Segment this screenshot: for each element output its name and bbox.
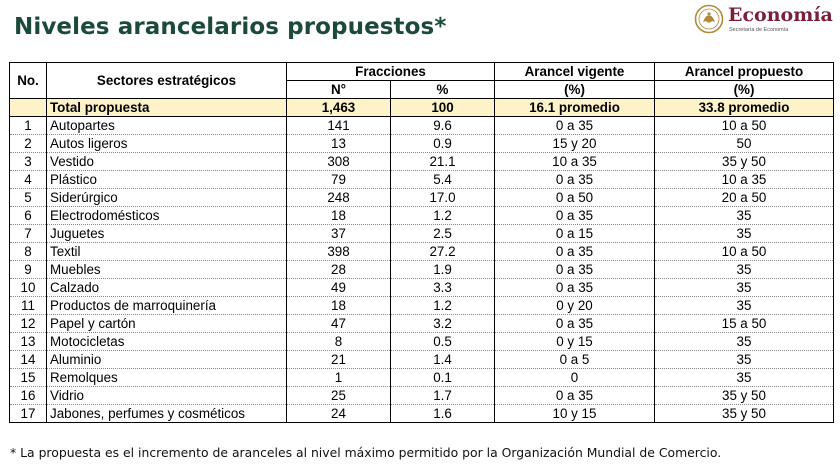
row-no: 17: [10, 405, 47, 423]
row-pct: 9.6: [391, 117, 495, 135]
row-vigente: 0 a 5: [495, 351, 655, 369]
table-row: [10, 369, 834, 387]
row-sector: Muebles: [47, 261, 287, 279]
row-pct: 3.2: [391, 315, 495, 333]
header-propuesto: Arancel propuesto: [655, 63, 834, 81]
row-pct: 1.7: [391, 387, 495, 405]
row-propuesto: 35 y 50: [655, 405, 834, 423]
row-sector: Autopartes: [47, 117, 287, 135]
row-n: 1: [287, 369, 391, 387]
header-propuesto-unit: (%): [655, 81, 834, 99]
row-sector: Aluminio: [47, 351, 287, 369]
page-title: Niveles arancelarios propuestos*: [14, 14, 447, 40]
table-row: [10, 225, 834, 243]
row-propuesto: 10 a 50: [655, 117, 834, 135]
row-n: 21: [287, 351, 391, 369]
row-no: 7: [10, 225, 47, 243]
row-no: 11: [10, 297, 47, 315]
row-no: 9: [10, 261, 47, 279]
header-n: N°: [287, 81, 391, 99]
total-vigente: 16.1 promedio: [495, 99, 655, 117]
row-pct: 0.5: [391, 333, 495, 351]
total-no: [10, 99, 47, 117]
row-propuesto: 35: [655, 333, 834, 351]
row-propuesto: 35: [655, 369, 834, 387]
row-vigente: 0 a 15: [495, 225, 655, 243]
header-vigente: Arancel vigente: [495, 63, 655, 81]
row-no: 5: [10, 189, 47, 207]
row-pct: 1.9: [391, 261, 495, 279]
row-propuesto: 10 a 35: [655, 171, 834, 189]
row-vigente: 0 a 35: [495, 243, 655, 261]
row-vigente: 0 a 35: [495, 261, 655, 279]
row-pct: 3.3: [391, 279, 495, 297]
table-row: [10, 135, 834, 153]
row-vigente: 0 a 50: [495, 189, 655, 207]
row-vigente: 0 a 35: [495, 207, 655, 225]
row-propuesto: 35: [655, 351, 834, 369]
row-sector: Electrodomésticos: [47, 207, 287, 225]
table-row: [10, 315, 834, 333]
row-sector: Plástico: [47, 171, 287, 189]
row-pct: 1.4: [391, 351, 495, 369]
row-vigente: 10 a 35: [495, 153, 655, 171]
row-n: 8: [287, 333, 391, 351]
logo-subtitle: Secretaría de Economía: [729, 27, 789, 33]
row-no: 10: [10, 279, 47, 297]
header-no: No.: [10, 63, 47, 99]
table-row: [10, 387, 834, 405]
row-propuesto: 50: [655, 135, 834, 153]
row-propuesto: 35: [655, 207, 834, 225]
row-propuesto: 35 y 50: [655, 153, 834, 171]
row-vigente: 0 a 35: [495, 387, 655, 405]
row-n: 248: [287, 189, 391, 207]
row-n: 28: [287, 261, 391, 279]
row-sector: Calzado: [47, 279, 287, 297]
row-n: 308: [287, 153, 391, 171]
footnote: * La propuesta es el incremento de aranceles al nivel máximo permitido por la Organización Mundial de Comercio.: [10, 445, 722, 460]
row-vigente: 15 y 20: [495, 135, 655, 153]
table-row: [10, 405, 834, 423]
row-sector: Motocicletas: [47, 333, 287, 351]
row-pct: 27.2: [391, 243, 495, 261]
logo-brand: Economía: [728, 4, 833, 26]
row-n: 79: [287, 171, 391, 189]
row-vigente: 0 a 35: [495, 117, 655, 135]
row-sector: Productos de marroquinería: [47, 297, 287, 315]
header-sector: Sectores estratégicos: [47, 63, 287, 99]
row-propuesto: 35: [655, 225, 834, 243]
row-propuesto: 35 y 50: [655, 387, 834, 405]
row-no: 16: [10, 387, 47, 405]
row-n: 141: [287, 117, 391, 135]
row-sector: Vidrio: [47, 387, 287, 405]
row-no: 3: [10, 153, 47, 171]
row-pct: 1.2: [391, 297, 495, 315]
row-no: 12: [10, 315, 47, 333]
row-sector: Autos ligeros: [47, 135, 287, 153]
row-sector: Papel y cartón: [47, 315, 287, 333]
row-sector: Juguetes: [47, 225, 287, 243]
eagle-seal-icon: [694, 4, 724, 34]
row-no: 15: [10, 369, 47, 387]
table-row: [10, 243, 834, 261]
row-no: 8: [10, 243, 47, 261]
row-propuesto: 15 a 50: [655, 315, 834, 333]
row-pct: 1.6: [391, 405, 495, 423]
row-pct: 21.1: [391, 153, 495, 171]
row-n: 37: [287, 225, 391, 243]
row-n: 398: [287, 243, 391, 261]
total-row: [10, 99, 834, 117]
row-sector: Textil: [47, 243, 287, 261]
tariff-table: [9, 62, 834, 423]
table-row: [10, 333, 834, 351]
row-propuesto: 10 a 50: [655, 243, 834, 261]
total-n: 1,463: [287, 99, 391, 117]
row-vigente: 0 a 35: [495, 279, 655, 297]
total-pct: 100: [391, 99, 495, 117]
row-no: 2: [10, 135, 47, 153]
total-sector: Total propuesta: [47, 99, 287, 117]
row-no: 13: [10, 333, 47, 351]
table-row: [10, 261, 834, 279]
row-pct: 0.1: [391, 369, 495, 387]
row-vigente: 0: [495, 369, 655, 387]
row-n: 24: [287, 405, 391, 423]
row-vigente: 10 y 15: [495, 405, 655, 423]
row-n: 18: [287, 207, 391, 225]
row-vigente: 0 y 15: [495, 333, 655, 351]
table-row: [10, 279, 834, 297]
row-propuesto: 20 a 50: [655, 189, 834, 207]
row-n: 49: [287, 279, 391, 297]
row-vigente: 0 y 20: [495, 297, 655, 315]
ministry-logo: [694, 4, 834, 38]
row-sector: Jabones, perfumes y cosméticos: [47, 405, 287, 423]
header-pct: %: [391, 81, 495, 99]
table-row: [10, 153, 834, 171]
row-no: 14: [10, 351, 47, 369]
row-pct: 17.0: [391, 189, 495, 207]
row-pct: 2.5: [391, 225, 495, 243]
total-propuesto: 33.8 promedio: [655, 99, 834, 117]
row-n: 18: [287, 297, 391, 315]
row-propuesto: 35: [655, 261, 834, 279]
row-pct: 1.2: [391, 207, 495, 225]
row-vigente: 0 a 35: [495, 315, 655, 333]
table-row: [10, 171, 834, 189]
row-sector: Remolques: [47, 369, 287, 387]
header-vigente-unit: (%): [495, 81, 655, 99]
row-n: 13: [287, 135, 391, 153]
row-no: 1: [10, 117, 47, 135]
row-sector: Vestido: [47, 153, 287, 171]
row-vigente: 0 a 35: [495, 171, 655, 189]
table-row: [10, 189, 834, 207]
header-fracciones: Fracciones: [287, 63, 495, 81]
row-n: 47: [287, 315, 391, 333]
table-row: [10, 351, 834, 369]
row-pct: 0.9: [391, 135, 495, 153]
row-no: 4: [10, 171, 47, 189]
table-row: [10, 297, 834, 315]
row-pct: 5.4: [391, 171, 495, 189]
row-propuesto: 35: [655, 279, 834, 297]
row-propuesto: 35: [655, 297, 834, 315]
row-sector: Siderúrgico: [47, 189, 287, 207]
row-n: 25: [287, 387, 391, 405]
table-row: [10, 117, 834, 135]
row-no: 6: [10, 207, 47, 225]
table-row: [10, 207, 834, 225]
